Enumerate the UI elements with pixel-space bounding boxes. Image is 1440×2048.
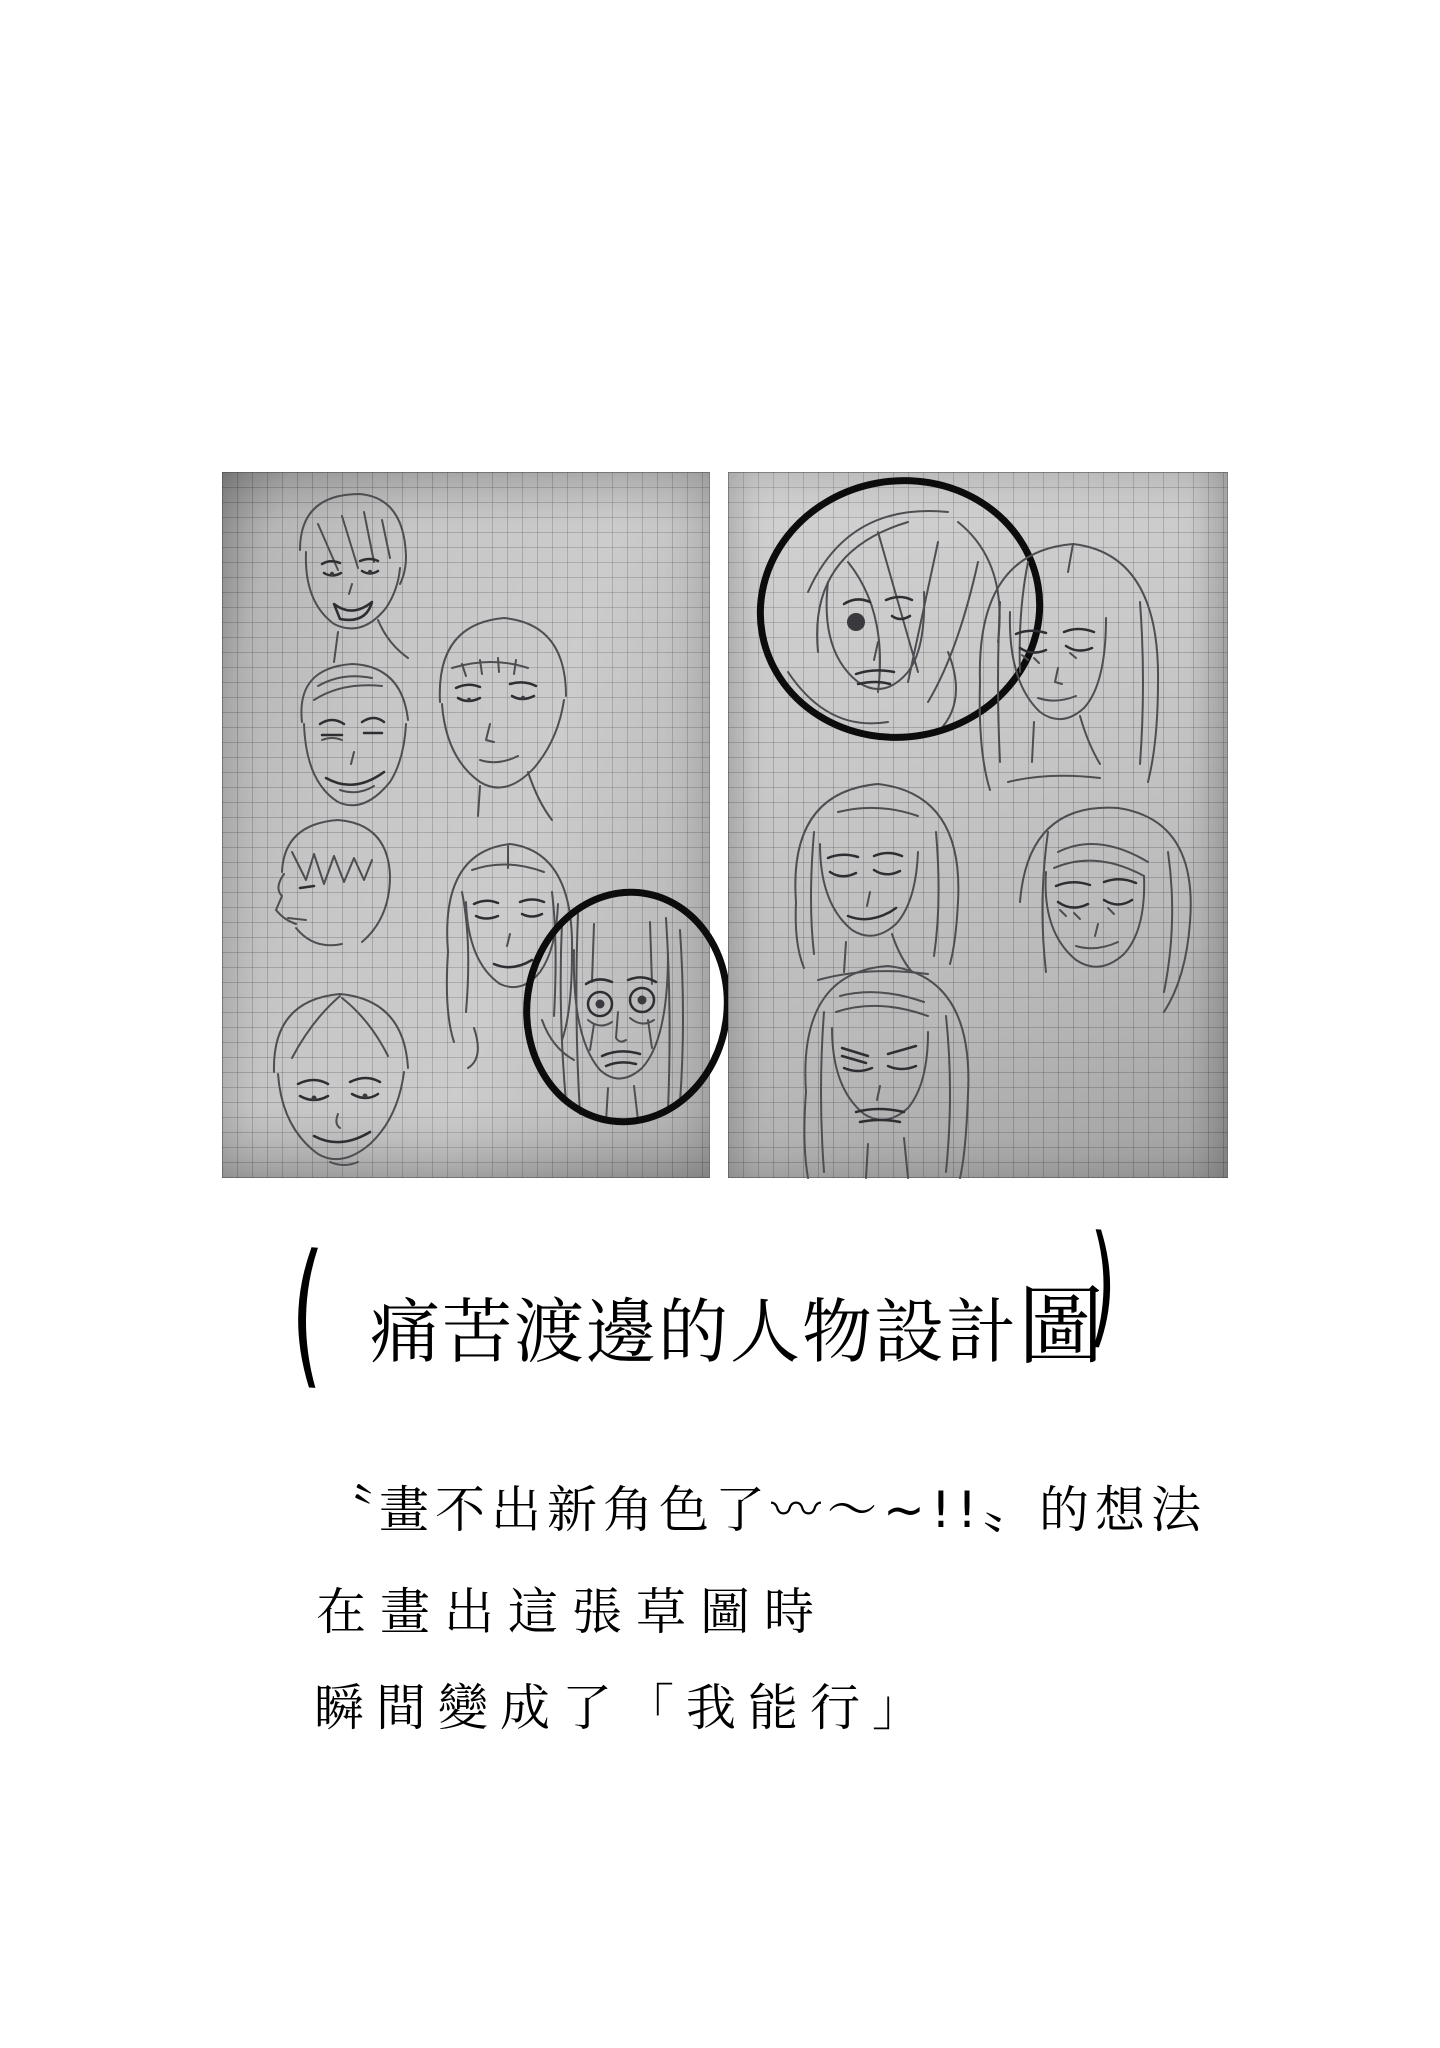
sketch-circled-hollow-eyed-face — [512, 879, 742, 1135]
sketch-circled-anguished-scribble-face — [740, 459, 1060, 760]
sketch-downcast-long-haired-woman — [980, 544, 1158, 790]
sketch-raised-brow-grinning-man — [301, 664, 408, 805]
note-line-1: 〝畫不出新角色了〰〜~!!〟的想法 — [323, 1481, 1207, 1539]
sketch-left-profile-messy-hair-man — [276, 820, 390, 945]
sketch-smirking-long-haired-woman — [795, 784, 958, 980]
sketch-long-haired-smiling-person — [447, 844, 574, 1068]
sketch-bowl-cut-serious-man — [440, 618, 566, 820]
caption-open-paren: ( — [289, 1220, 326, 1406]
emphasis-circle-left — [512, 879, 742, 1135]
sketch-frowning-long-haired-woman — [804, 966, 968, 1178]
sketch-smiling-swept-bangs-man — [300, 494, 408, 662]
pencil-sketches-left — [222, 472, 710, 1178]
note-line-3: 瞬間變成了「我能行」 — [314, 1679, 934, 1737]
note-line-2: 在畫出這張草圖時 — [316, 1583, 828, 1641]
sketchbook-photo-left — [222, 472, 710, 1178]
caption-text — [370, 1277, 1104, 1377]
caption-text-main: 痛苦渡邊的人物設計 — [370, 1291, 1018, 1373]
sketch-wide-smiling-man — [274, 994, 408, 1165]
sketch-tilted-sad-woman — [1020, 808, 1191, 1012]
caption-close-paren: ) — [1087, 1206, 1118, 1363]
caption-text-emphasized: 圖 — [1018, 1277, 1104, 1377]
pencil-sketches-right — [728, 472, 1228, 1178]
sketchbook-photo-right — [728, 472, 1228, 1178]
